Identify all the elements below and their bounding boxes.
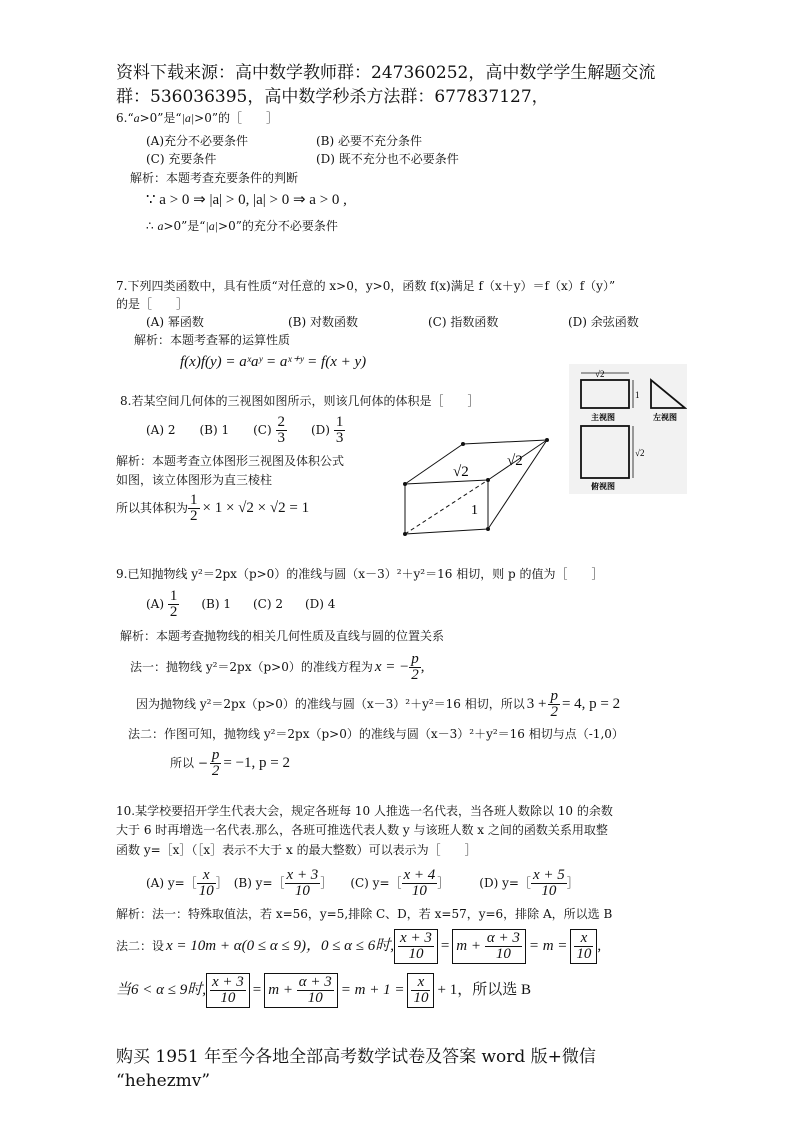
- q9-option-a: (A) $\frac{1}{2}$: [146, 587, 178, 620]
- q7-option-b: (B) 对数函数: [288, 315, 358, 329]
- q6-option-d: (D) 既不充分也不必要条件: [316, 152, 459, 166]
- q6-option-b: (B) 必要不充分条件: [316, 134, 422, 148]
- q9-stem: 9.已知抛物线 y²＝2px（p>0）的准线与圆（x－3）²＋y²＝16 相切，则 p 的值为［ ］: [116, 567, 604, 581]
- q10-stem-2: 大于 6 时再增选一名代表.那么，各班可推选代表人数 y 与该班人数 x 之间的函数关系用取整: [116, 823, 608, 837]
- q10-analysis-1: 解析：法一：特殊取值法，若 x=56，y=5,排除 C、D，若 x=57，y=6，排除 A，所以选 B: [116, 907, 613, 921]
- q6-derivation: ∵ a > 0 ⇒ |a| > 0, |a| > 0 ⇒ a > 0 ,: [146, 192, 347, 208]
- q7-stem-1: 7.下列四类函数中，具有性质“对任意的 x>0，y>0，函数 f(x)满足 f（x＋y）＝f（x）f（y）”: [116, 279, 616, 293]
- q8-options: [146, 410, 345, 450]
- view-label-top: 俯视图: [591, 482, 615, 491]
- view-dim-a: √2: [595, 369, 605, 379]
- q7-option-c: (C) 指数函数: [428, 315, 499, 329]
- q7-option-d: (D) 余弦函数: [568, 315, 639, 329]
- footer-line-2: “hehezmv”: [116, 1071, 211, 1091]
- footer-line-1: 购买 1951 年至今各地全部高考数学试卷及答案 word 版+微信: [116, 1047, 596, 1067]
- q9-option-d: (D) 4: [305, 597, 336, 611]
- q6-option-a: (A)充分不必要条件: [146, 134, 249, 148]
- q9-options: [146, 584, 335, 624]
- q8-option-d: (D) $\frac{1}{3}$: [311, 413, 344, 446]
- view-label-side: 左视图: [653, 413, 677, 422]
- q8-option-c: (C) $\frac{2}{3}$: [253, 413, 285, 446]
- three-view-figure: [569, 364, 687, 494]
- q9-method-1: 法一：抛物线 y²＝2px（p>0）的准线方程为 x = − $\frac{p}{2}$ ,: [130, 650, 425, 683]
- view-dim-c: √2: [635, 448, 645, 458]
- prism-label-c: 1: [471, 503, 478, 518]
- q10-stem-3: 函数 y=［x］（［x］表示不大于 x 的最大整数）可以表示为［ ］: [116, 843, 477, 857]
- prism-figure: [395, 432, 555, 537]
- q9-method-2: 法二：作图可知，抛物线 y²＝2px（p>0）的准线与圆（x－3）²＋y²＝16 相切与点（-1,0）: [128, 727, 624, 741]
- q8-option-a: (A) 2: [146, 423, 176, 437]
- q7-stem-2: 的是［ ］: [116, 297, 189, 311]
- q10-method-2: 法二：设 x = 10m + α(0 ≤ α ≤ 9)，0 ≤ α ≤ 6时, $\frac{x + 3}{10}$ = m + $\frac{\alpha + 3}{10}$ = m = $\frac{x}{10}$ ,: [116, 929, 602, 962]
- q9-option-c: (C) 2: [253, 597, 283, 611]
- q10-stem-1: 10.某学校要招开学生代表大会，规定各班每 10 人推选一名代表，当各班人数除以 10 的余数: [116, 804, 613, 818]
- q8-stem: 8.若某空间几何体的三视图如图所示，则该几何体的体积是［ ］: [120, 394, 480, 408]
- q8-volume: 所以其体积为 $\frac{1}{2}$ × 1 × √2 × √2 = 1: [116, 491, 310, 524]
- prism-label-b: √2: [507, 453, 523, 469]
- q7-option-a: (A) 幂函数: [146, 315, 204, 329]
- q6-analysis: 解析：本题考查充要条件的判断: [130, 171, 299, 185]
- prism-label-a: √2: [453, 464, 469, 480]
- header-line-2: 群：536036395，高中数学秒杀方法群：677837127，: [116, 87, 549, 107]
- q6-stem: 6.“a>0”是“|a|>0”的［ ］: [116, 111, 278, 125]
- q9-option-b: (B) 1: [201, 597, 231, 611]
- q10-method-3: 当6 < α ≤ 9时, $\frac{x + 3}{10}$ = m + $\frac{\alpha + 3}{10}$ = m + 1 = $\frac{x}{10}$ + 1，所以选 B: [116, 973, 531, 1006]
- q8-analysis-1: 解析：本题考查立体图形三视图及体积公式: [116, 454, 345, 468]
- q9-method-2b: 所以 − $\frac{p}{2}$ = −1, p = 2: [170, 746, 291, 779]
- q10-options: (A) y=［ x 10 ］ (B) y=［ x + 3 10 ］ (C) y=［ x + 4 10 ］ (D) y=［ x + 5 10 ］: [146, 866, 579, 899]
- view-label-front: 主视图: [591, 413, 615, 422]
- q9-method-1b: 因为抛物线 y²＝2px（p>0）的准线与圆（x－3）²＋y²＝16 相切，所以 3 + $\frac{p}{2}$ = 4, p = 2: [136, 687, 621, 720]
- header-line-1: 资料下载来源：高中数学教师群：247360252，高中数学学生解题交流: [116, 63, 656, 83]
- view-dim-b: 1: [635, 390, 640, 400]
- q6-option-c: (C) 充要条件: [146, 152, 217, 166]
- q7-analysis: 解析：本题考查幂的运算性质: [134, 333, 291, 347]
- q8-analysis-2: 如图，该立体图形为直三棱柱: [116, 473, 273, 487]
- q6-conclusion: ∴ a>0”是“|a|>0”的充分不必要条件: [146, 219, 338, 233]
- q9-analysis: 解析：本题考查抛物线的相关几何性质及直线与圆的位置关系: [120, 629, 445, 643]
- q8-option-b: (B) 1: [199, 423, 230, 437]
- q7-formula: f(x)f(y) = aˣaʸ = aˣ⁺ʸ = f(x + y): [180, 354, 367, 370]
